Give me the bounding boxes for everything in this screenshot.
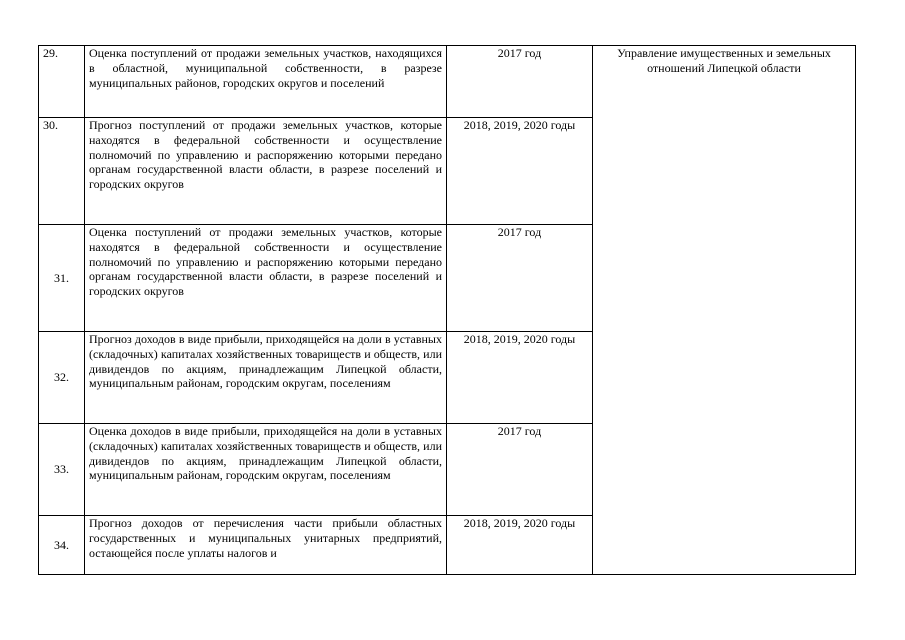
indicator-name bbox=[85, 118, 447, 225]
indicator-name bbox=[85, 225, 447, 332]
row-number: 29. bbox=[39, 46, 85, 118]
indicator-name-text: Оценка доходов в виде прибыли, приходящейся на доли в уставных (складочных) капиталах хозяйственных товариществ и обществ, или дивидендов по акциям, принадлежащим Липецкой области, муниципальным районам, городским округам, поселениям bbox=[89, 424, 442, 483]
period: 2017 год bbox=[447, 424, 593, 516]
row-number: 30. bbox=[39, 118, 85, 225]
row-number: 33. bbox=[39, 424, 85, 516]
period: 2018, 2019, 2020 годы bbox=[447, 516, 593, 575]
indicator-name-text: Оценка поступлений от продажи земельных участков, которые находятся в федеральной собственности и осуществление полномочий по управлению и распоряжению которыми передано органам государственной власти области, в разрезе поселений и городских округов bbox=[89, 225, 442, 299]
table-row bbox=[39, 46, 856, 118]
period: 2017 год bbox=[447, 46, 593, 118]
row-number: 32. bbox=[39, 332, 85, 424]
document-table bbox=[38, 45, 856, 575]
period: 2017 год bbox=[447, 225, 593, 332]
indicator-name-text: Прогноз доходов в виде прибыли, приходящейся на доли в уставных (складочных) капиталах хозяйственных товариществ и обществ, или дивидендов по акциям, принадлежащим Липецкой области, муниципальным районам, городским округам, поселениям bbox=[89, 332, 442, 391]
responsible-authority: Управление имущественных и земельных отношений Липецкой области bbox=[593, 46, 856, 575]
row-number: 34. bbox=[39, 516, 85, 575]
period: 2018, 2019, 2020 годы bbox=[447, 118, 593, 225]
indicator-name-text: Прогноз поступлений от продажи земельных участков, которые находятся в федеральной собственности и осуществление полномочий по управлению и распоряжению которыми передано органам государственной власти области, в разрезе поселений и городских округов bbox=[89, 118, 442, 192]
indicator-name-text: Прогноз доходов от перечисления части прибыли областных государственных и муниципальных унитарных предприятий, остающейся после уплаты налогов и bbox=[89, 516, 442, 560]
indicator-name bbox=[85, 424, 447, 516]
indicator-name-text: Оценка поступлений от продажи земельных участков, находящихся в областной, муниципальной собственности, в разрезе муниципальных районов, городских округов и поселений bbox=[89, 46, 442, 90]
indicator-name bbox=[85, 46, 447, 118]
row-number: 31. bbox=[39, 225, 85, 332]
indicator-name bbox=[85, 332, 447, 424]
indicator-name bbox=[85, 516, 447, 575]
period: 2018, 2019, 2020 годы bbox=[447, 332, 593, 424]
